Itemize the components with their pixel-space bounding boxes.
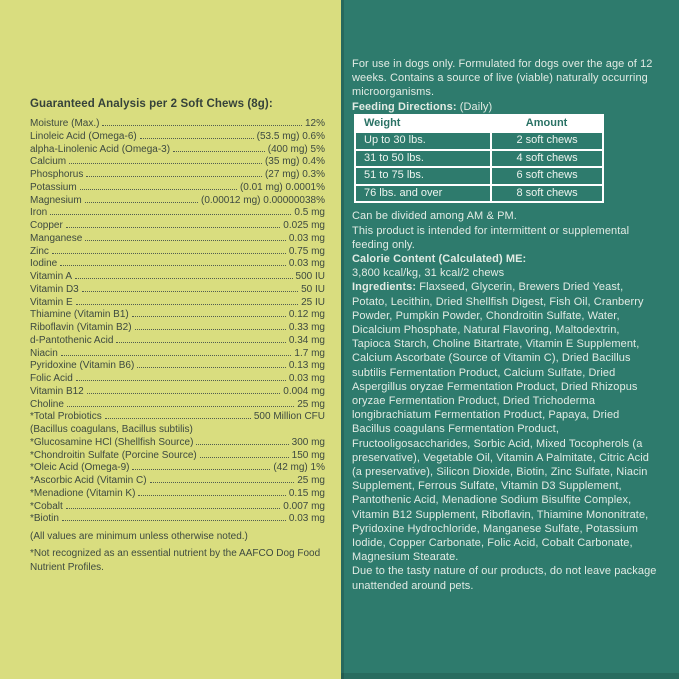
analysis-row (30, 118, 325, 131)
analysis-row-value: (42 mg) 1% (273, 462, 325, 474)
analysis-row (30, 322, 325, 335)
analysis-row-label: alpha-Linolenic Acid (Omega-3) (30, 143, 171, 155)
feeding-directions-heading-bold: Feeding Directions: (352, 100, 457, 113)
analysis-row-label: Thiamine (Vitamin B1) (30, 309, 129, 321)
feeding-amount-cell: 8 soft chews (491, 185, 603, 203)
dot-leader (200, 457, 289, 458)
analysis-row-value: 0.03 mg (288, 258, 325, 270)
intermittent-feeding-text: This product is intended for intermittent or supplemental feeding only. (352, 224, 630, 251)
analysis-row-label: Choline (30, 398, 64, 410)
analysis-row (30, 309, 325, 322)
feeding-table-header: Amount (491, 115, 603, 133)
dot-leader (102, 125, 302, 126)
analysis-row-value: 0.03 mg (288, 232, 325, 244)
analysis-row-label: Folic Acid (30, 373, 73, 384)
analysis-row-label: Vitamin B12 (30, 385, 84, 397)
dot-leader (86, 176, 262, 177)
analysis-row-value: 25 mg (297, 398, 325, 410)
analysis-row (30, 131, 325, 144)
analysis-row-label: Riboflavin (Vitamin B2) (30, 322, 132, 333)
feeding-amount-cell: 4 soft chews (491, 150, 603, 168)
ingredients-paragraph (352, 280, 660, 564)
dot-leader (75, 278, 292, 279)
directions-panel (341, 0, 679, 679)
analysis-row-value: 0.004 mg (283, 385, 325, 397)
analysis-row-value: 50 IU (301, 283, 325, 295)
calorie-content-heading: Calorie Content (Calculated) ME: (352, 252, 527, 265)
dot-leader (69, 163, 262, 164)
analysis-row (30, 513, 325, 526)
analysis-row-value: 500 Million CFU (253, 411, 325, 423)
analysis-row (30, 373, 325, 386)
dot-leader (150, 482, 295, 483)
dot-leader (85, 240, 286, 241)
analysis-row-value: (0.00012 mg) 0.00000038% (201, 194, 325, 206)
divided-note: Can be divided among AM & PM. (352, 210, 517, 223)
feeding-table-body (355, 132, 603, 202)
analysis-row-label: Niacin (30, 347, 58, 359)
analysis-row-label: Moisture (Max.) (30, 118, 100, 129)
dot-leader (66, 227, 280, 228)
analysis-row-label: Iodine (30, 258, 58, 270)
analysis-row-label: Vitamin D3 (30, 283, 79, 295)
dot-leader (196, 444, 288, 445)
dot-leader (80, 189, 237, 190)
analysis-row-label: *Ascorbic Acid (Vitamin C) (30, 475, 147, 486)
analysis-row-label: Copper (30, 220, 63, 231)
analysis-row (30, 195, 325, 208)
analysis-row (30, 360, 325, 373)
feeding-table-header: Weight (355, 115, 491, 133)
analysis-row-label: Iron (30, 207, 48, 219)
analysis-row-value: (53.5 mg) 0.6% (256, 130, 325, 142)
analysis-row (30, 437, 325, 450)
analysis-row (30, 297, 325, 310)
analysis-row-label: Zinc (30, 245, 49, 257)
analysis-row (30, 233, 325, 246)
analysis-row (30, 424, 325, 437)
feeding-table-row (355, 150, 603, 168)
analysis-row (30, 411, 325, 424)
analysis-row-value: 0.75 mg (288, 245, 325, 257)
feeding-weight-cell: 31 to 50 lbs. (355, 150, 491, 168)
dot-leader (67, 406, 294, 407)
dot-leader (138, 495, 285, 496)
dot-leader (140, 138, 254, 139)
analysis-row-label: d-Pantothenic Acid (30, 334, 114, 346)
feeding-table-header-row (355, 115, 603, 133)
analysis-row-label: *Chondroitin Sulfate (Porcine Source) (30, 449, 197, 461)
analysis-row-label: Phosphorus (30, 169, 84, 180)
analysis-row (30, 335, 325, 348)
dot-leader (76, 380, 286, 381)
analysis-row-label: *Total Probiotics (30, 411, 102, 423)
dot-leader (66, 508, 280, 509)
analysis-row-label: Calcium (30, 156, 67, 168)
analysis-row-value: 0.15 mg (288, 487, 325, 499)
usage-intro-text: For use in dogs only. Formulated for dogs over the age of 12 weeks. Contains a source of live (viable) naturally occurring microorganisms. (352, 58, 653, 99)
analysis-row-label: (Bacillus coagulans, Bacillus subtilis) (30, 424, 193, 435)
feeding-weight-cell: 51 to 75 lbs. (355, 167, 491, 185)
feeding-table-row (355, 167, 603, 185)
analysis-row-label: Vitamin A (30, 271, 73, 282)
dot-leader (62, 520, 286, 521)
analysis-row-value: 0.03 mg (288, 513, 325, 525)
analysis-row (30, 488, 325, 501)
dot-leader (82, 291, 298, 292)
feeding-weight-cell: 76 lbs. and over (355, 185, 491, 203)
analysis-row-value: 0.33 mg (288, 322, 325, 333)
guaranteed-analysis-heading: Guaranteed Analysis per 2 Soft Chews (8g): (30, 98, 273, 110)
analysis-row-value: (35 mg) 0.4% (264, 156, 325, 168)
analysis-row-label: *Glucosamine HCl (Shellfish Source) (30, 436, 194, 448)
analysis-row-value: 25 IU (301, 296, 325, 308)
analysis-row-label: *Menadione (Vitamin K) (30, 487, 136, 499)
dot-leader (76, 304, 298, 305)
ingredients-label: Ingredients: (352, 281, 417, 294)
dot-leader (173, 151, 265, 152)
analysis-row (30, 182, 325, 195)
analysis-row-value: 0.13 mg (288, 360, 325, 372)
analysis-row (30, 501, 325, 514)
analysis-row (30, 207, 325, 220)
analysis-row-value: 150 mg (291, 449, 325, 461)
analysis-row-value: 0.5 mg (294, 207, 325, 219)
dot-leader (105, 418, 251, 419)
analysis-row-label: *Biotin (30, 513, 59, 525)
guaranteed-analysis-list (30, 118, 325, 526)
analysis-row-value: 500 IU (295, 271, 325, 282)
dot-leader (135, 329, 286, 330)
analysis-row (30, 246, 325, 259)
analysis-row (30, 284, 325, 297)
dot-leader (132, 316, 286, 317)
analysis-row (30, 144, 325, 157)
analysis-row (30, 475, 325, 488)
analysis-row-value: (27 mg) 0.3% (264, 169, 325, 180)
feeding-directions-heading (352, 100, 660, 114)
analysis-row-value: 300 mg (291, 436, 325, 448)
analysis-row (30, 220, 325, 233)
analysis-row-value: 1.7 mg (294, 347, 325, 359)
feeding-directions-heading-daily: (Daily) (456, 100, 493, 113)
ingredients-text: Flaxseed, Glycerin, Brewers Dried Yeast, Potato, Lecithin, Dried Shellfish Digest, Fish Oil, Cranberry Powder, Pumpkin Powder, Chondroitin Sulfate, Water, Dicalcium Phosphate, Natural Flavoring, Maltodextrin, Tapioca Starch, Choline Bitartrate, Vitamin E Supplement, Calcium Ascorbate (Source of Vitamin C), Dried Bacillus subtilis Fermentation Product, Calcium Sulfate, Dried Aspergillus oryzae Fermentation Product, Dried Rhizopus oryzae Fermentation Product, Dried Trichoderma longibrachiatum Fermentation Product, Papaya, Dried Bacillus coagulans Fermentation Product, Fructooligosaccharides, Sorbic Acid, Mixed Tocopherols (a preservative), Vegetable Oil, Vitamin A Palmitate, Citric Acid (a preservative), Silicon Dioxide, Biotin, Zinc Sulfate, Niacin Supplement, Ferrous Sulfate, Vitamin D3 Supplement, Pantothenic Acid, Menadione Sodium Bisulfite Complex, Vitamin B12 Supplement, Riboflavin, Thiamine Mononitrate, Pyridoxine Hydrochloride, Manganese Sulfate, Potassium Iodide, Copper Carbonate, Folic Acid, Cobalt Carbonate, Magnesium Stearate. (352, 281, 650, 564)
caution-text: Due to the tasty nature of our products, do not leave package unattended around pets. (352, 565, 657, 592)
dot-leader (116, 342, 285, 343)
calorie-content-value: 3,800 kcal/kg, 31 kcal/2 chews (352, 267, 505, 280)
analysis-row (30, 258, 325, 271)
analysis-row-value: 12% (304, 118, 325, 129)
analysis-row-value: (400 mg) 5% (267, 143, 325, 155)
dot-leader (61, 355, 292, 356)
analysis-row (30, 386, 325, 399)
dot-leader (137, 367, 286, 368)
analysis-row-value: (0.01 mg) 0.0001% (239, 181, 325, 193)
analysis-row (30, 156, 325, 169)
dot-leader (85, 202, 198, 203)
feeding-weight-cell: Up to 30 lbs. (355, 132, 491, 150)
dot-leader (50, 214, 291, 215)
feeding-amount-cell: 6 soft chews (491, 167, 603, 185)
feeding-table-row (355, 132, 603, 150)
analysis-row-label: Vitamin E (30, 296, 73, 308)
analysis-row-label: *Oleic Acid (Omega-9) (30, 462, 130, 474)
analysis-row-value: 0.34 mg (288, 334, 325, 346)
analysis-row-value: 0.025 mg (283, 220, 325, 231)
feeding-amount-cell: 2 soft chews (491, 132, 603, 150)
analysis-row (30, 169, 325, 182)
analysis-row-label: Potassium (30, 181, 77, 193)
feeding-table-row (355, 185, 603, 203)
analysis-row (30, 348, 325, 361)
analysis-row-label: Manganese (30, 232, 83, 244)
aafco-footnote: *Not recognized as an essential nutrient by the AAFCO Dog Food Nutrient Profiles. (30, 548, 321, 573)
analysis-row-value: 25 mg (297, 475, 325, 486)
analysis-row-value: 0.007 mg (283, 500, 325, 512)
analysis-row (30, 399, 325, 412)
analysis-row (30, 271, 325, 284)
analysis-row-label: *Cobalt (30, 500, 63, 512)
dot-leader (132, 469, 270, 470)
feeding-table (354, 114, 604, 204)
analysis-row-value: 0.03 mg (288, 373, 325, 384)
analysis-row-label: Pyridoxine (Vitamin B6) (30, 360, 135, 372)
minimum-values-note: (All values are minimum unless otherwise noted.) (30, 531, 248, 542)
dot-leader (87, 393, 281, 394)
analysis-row-label: Magnesium (30, 194, 82, 206)
dot-leader (60, 265, 286, 266)
dot-leader (52, 253, 286, 254)
analysis-row-value: 0.12 mg (288, 309, 325, 321)
analysis-row-label: Linoleic Acid (Omega-6) (30, 130, 137, 142)
analysis-row (30, 462, 325, 475)
analysis-row (30, 450, 325, 463)
